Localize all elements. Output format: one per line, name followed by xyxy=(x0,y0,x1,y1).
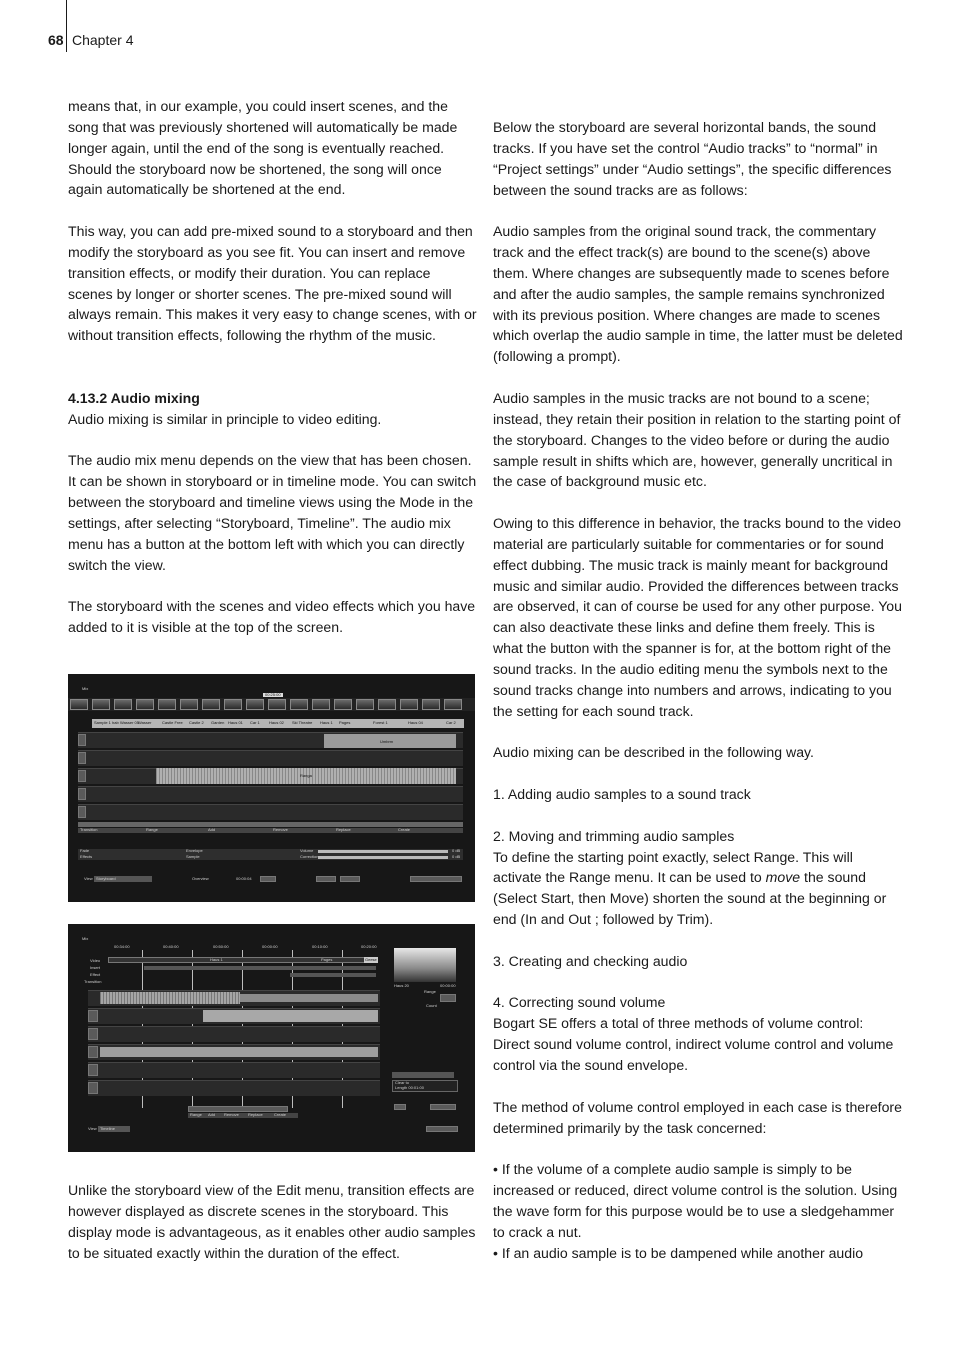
side-time: 00:00:00 xyxy=(440,983,456,988)
page-number: 68 xyxy=(48,32,64,48)
control-label: Volume xyxy=(300,848,314,853)
track-button[interactable] xyxy=(78,806,86,818)
sound-track[interactable] xyxy=(78,786,463,802)
timeline-screenshot xyxy=(68,924,475,1152)
bullet-item: • If the volume of a complete audio sample is simply to be increased or reduced, direct volume control is the solution. Using the wave form for this purpose would be to use a sledgehammer to crack a nut. xyxy=(493,1161,898,1240)
control-label: Correction xyxy=(300,854,319,859)
control-button[interactable]: Effects xyxy=(80,854,93,859)
track-button[interactable] xyxy=(88,1082,98,1094)
audio-sample[interactable] xyxy=(203,1010,378,1022)
track-button[interactable] xyxy=(88,1028,98,1040)
scene-label: Ski Theatre xyxy=(292,720,313,725)
spacer xyxy=(68,367,478,388)
ruler-mark: 00:10:00 xyxy=(312,944,328,949)
track-label: Transition xyxy=(84,979,102,984)
paragraph: Audio mixing is similar in principle to video editing. xyxy=(68,410,382,427)
effect-track[interactable] xyxy=(290,973,376,977)
scene-label: Haus 02 xyxy=(269,720,284,725)
scene-label: Sample 1 hab xyxy=(94,720,119,725)
audio-sample[interactable] xyxy=(100,1047,378,1057)
sound-track[interactable] xyxy=(88,1026,380,1042)
scene-label: Haus 01 xyxy=(228,720,243,725)
paragraph: Audio samples in the music tracks are not bound to a scene; instead, they retain their position in relation to the starting point of the storyboard. Changes to the video before or during the audio sample result in shifts which are, however, generally uncritical in the case of background music etc. xyxy=(493,389,901,490)
menu-title: Mix xyxy=(82,686,89,691)
side-slider[interactable] xyxy=(392,1072,454,1078)
paragraph: The method of volume control employed in each case is therefore determined primarily by the task concerned: xyxy=(493,1098,902,1136)
left-column xyxy=(68,96,478,659)
paragraph: The storyboard with the scenes and video effects which you have added to it is visible at the top of the screen. xyxy=(68,598,476,636)
function-button[interactable]: Add xyxy=(208,827,216,832)
step-item: 3. Creating and checking audio xyxy=(493,952,688,969)
ruler-mark: 00:50:00 xyxy=(213,944,229,949)
function-button[interactable]: Create xyxy=(398,827,411,832)
right-column xyxy=(493,117,903,1263)
view-label: View xyxy=(84,876,93,881)
db-value: 0 dB xyxy=(452,848,461,853)
video-track[interactable] xyxy=(108,957,378,963)
paragraph: The audio mix menu depends on the view that has been chosen. It can be shown in storyboard or in timeline mode. You can switch between the storyboard and timeline views using the Mode in the settings, after selecting “Storyboard, Timeline”. The audio mix menu has a button at the bottom left with which you can directly switch the view. xyxy=(68,452,477,573)
sound-track[interactable] xyxy=(88,1080,380,1096)
paragraph: means that, in our example, you could insert scenes, and the song that was previously shortened will automatically be made longer again, until the end of the song is eventually reached. Should the storyboard now be shortened, the song will once again automatically be shortened at the end. xyxy=(68,98,458,198)
control-button[interactable]: Sample xyxy=(186,854,200,859)
view-value: Storyboard xyxy=(96,876,116,881)
section-heading: 4.13.2 Audio mixing xyxy=(68,389,200,406)
track-button[interactable] xyxy=(88,1064,98,1076)
step-description xyxy=(493,847,903,930)
control-button[interactable]: Fade xyxy=(80,848,90,853)
sound-track[interactable] xyxy=(78,750,463,766)
storyboard-screenshot xyxy=(68,674,475,902)
timecode: 00:25:00 xyxy=(265,692,281,697)
paragraph: This way, you can add pre-mixed sound to a storyboard and then modify the storyboard as you see fit. You can insert and remove transition effects, or modify their duration. You can replace scenes by longer or shorter scenes. The pre-mixed sound will always remain. This makes it very easy to change scenes, with or without transition effects, following the rhythm of the music. xyxy=(68,223,477,344)
step-item: 2. Moving and trimming audio samples xyxy=(493,827,735,844)
track-button[interactable] xyxy=(78,734,86,746)
paragraph: Below the storyboard are several horizontal bands, the sound tracks. If you have set the control “Audio tracks” to “normal” in “Project settings” under “Audio settings”, the specific differences between the sound tracks are as follows: xyxy=(493,119,892,198)
scene-label: Haus 1 xyxy=(320,720,333,725)
track-label: Video xyxy=(90,958,101,963)
function-button[interactable]: Add xyxy=(208,1112,216,1117)
audio-sample[interactable] xyxy=(100,992,240,1004)
side-label: Haus 20 xyxy=(394,983,409,988)
scene-label: Wasser xyxy=(138,720,152,725)
overview-value: 00:00:04 xyxy=(236,876,252,881)
left-column-bottom xyxy=(68,1180,478,1263)
side-button[interactable] xyxy=(394,1104,406,1110)
track-button[interactable] xyxy=(88,1010,98,1022)
toolbar-buttons[interactable] xyxy=(410,876,462,882)
insert-track[interactable] xyxy=(144,966,376,970)
db-value: 0 dB xyxy=(452,854,461,859)
control-button[interactable]: Envelope xyxy=(186,848,203,853)
scene-label: Pages xyxy=(339,720,351,725)
audio-sample-label: Ranga xyxy=(300,773,312,778)
view-value: Timeline xyxy=(100,1126,115,1131)
ruler-mark: 00:00:00 xyxy=(262,944,278,949)
track-button[interactable] xyxy=(78,788,86,800)
function-button[interactable]: Remove xyxy=(273,827,288,832)
side-label: Range xyxy=(424,989,436,994)
step-item: 1. Adding audio samples to a sound track xyxy=(493,786,751,802)
scene-label: Castle Free xyxy=(162,720,183,725)
track-button[interactable] xyxy=(88,1046,98,1058)
audio-sample[interactable] xyxy=(240,994,378,1002)
ruler-mark: 00:34:00 xyxy=(114,944,130,949)
volume-slider[interactable] xyxy=(318,850,448,853)
chapter-label: Chapter 4 xyxy=(72,32,134,48)
step-emphasis: move xyxy=(765,869,801,886)
scene-label: Haus 04 xyxy=(408,720,423,725)
clip-label: Pages xyxy=(321,957,333,962)
scene-label: Wasser 05 xyxy=(120,720,139,725)
header-rule xyxy=(66,0,67,52)
function-button[interactable]: Replace xyxy=(248,1112,263,1117)
function-button[interactable]: Replace xyxy=(336,827,351,832)
ruler-mark: 00:20:00 xyxy=(361,944,377,949)
ruler-mark: 00:40:00 xyxy=(163,944,179,949)
correction-slider[interactable] xyxy=(318,856,448,859)
nav-button[interactable] xyxy=(316,876,336,882)
paragraph: Unlike the storyboard view of the Edit menu, transition effects are however displayed as discrete scenes in the storyboard. This display mode is advantageous, as it enables other audio samples to be situated exactly within the duration of the effect. xyxy=(68,1182,476,1261)
paragraph: Audio samples from the original sound track, the commentary track and the effect track(s) are bound to the scene(s) above them. Where changes are subsequently made to scenes before and after the audio samples, the sample remains synchronized with its previous position. Where changes are made to scenes which overlap the audio sample in time, the latter must be deleted (following a prompt). xyxy=(493,223,903,365)
clip-label: Haus 1 xyxy=(210,957,223,962)
scene-label: Forest 1 xyxy=(373,720,388,725)
paragraph: Audio mixing can be described in the following way. xyxy=(493,744,814,761)
scene-label: Car 2 xyxy=(446,720,456,725)
scene-label: Car 1 xyxy=(250,720,260,725)
menu-title: Mix xyxy=(82,936,89,941)
function-button[interactable]: Transition xyxy=(80,827,98,832)
track-label: Insert xyxy=(90,965,101,970)
scene-label: Garden xyxy=(211,720,225,725)
side-button[interactable] xyxy=(430,1104,456,1110)
clip-info-length: Length 00:01:00 xyxy=(395,1085,424,1090)
function-button[interactable]: Range xyxy=(146,827,158,832)
view-label: View xyxy=(88,1126,97,1131)
function-button[interactable]: Range xyxy=(190,1112,202,1117)
overview-label: Overview xyxy=(192,876,209,881)
track-button[interactable] xyxy=(78,770,86,782)
thumbnail-strip xyxy=(68,698,475,711)
sound-track[interactable] xyxy=(78,804,463,820)
nav-button[interactable] xyxy=(340,876,360,882)
step-text: the sound (Select Start, then Move) shorten the sound at the beginning or end (In and Out ; followed by Trim). xyxy=(493,869,887,928)
clip-label: Geese xyxy=(365,957,377,962)
function-button[interactable]: Create xyxy=(274,1112,287,1117)
toolbar-buttons[interactable] xyxy=(426,1126,458,1132)
side-label: Count xyxy=(426,1003,437,1008)
scene-label: Castle 2 xyxy=(189,720,204,725)
preview-image xyxy=(394,948,456,982)
track-label: Effect xyxy=(90,972,101,977)
paragraph: Owing to this difference in behavior, the tracks bound to the video material are particularly suitable for commentaries or for sound effect dubbing. The music track is mainly meant for background music and similar audio. Provided the differences between tracks are observed, it can of course be used for any other purpose. You can also deactivate these links and define them freely. This is what the button with the spanner is for, at the bottom right of the sound tracks. In the audio editing menu the symbols next to the sound tracks change into numbers and arrows, indicating to you the setting for each sound track. xyxy=(493,515,902,719)
play-button[interactable] xyxy=(260,876,276,882)
track-button[interactable] xyxy=(78,752,86,764)
bullet-item: • If an audio sample is to be dampened while another audio xyxy=(493,1244,864,1261)
function-button[interactable]: Remove xyxy=(224,1112,239,1117)
audio-sample-label: Umbrm xyxy=(380,739,394,744)
step-item: 4. Correcting sound volume xyxy=(493,994,666,1011)
clip-info-name: Clear to xyxy=(395,1080,410,1085)
step-description: Bogart SE offers a total of three methods of volume control: Direct sound volume control, indirect volume control and volume control via the sound envelope. xyxy=(493,1015,894,1073)
sound-track[interactable] xyxy=(88,1062,380,1078)
step-text: To define the starting point exactly, select Range. This will activate the Range menu. It can be used to xyxy=(493,848,853,886)
range-buttons[interactable] xyxy=(440,994,456,1002)
